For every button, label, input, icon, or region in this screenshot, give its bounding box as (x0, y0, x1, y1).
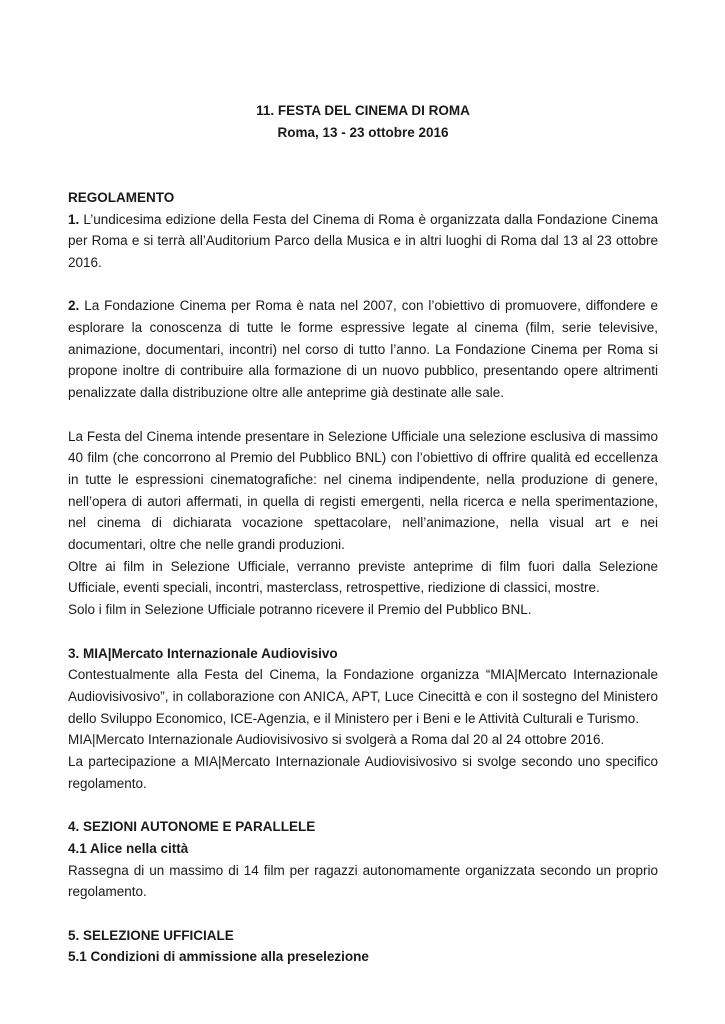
regolamento-paragraph-4: Oltre ai film in Selezione Ufficiale, verranno previste anteprime di film fuori dalla Selezione Ufficiale, eventi speciali, incontri, masterclass, retrospettive, riedizione di classici, mostre. (68, 558, 658, 596)
document-subtitle: Roma, 13 - 23 ottobre 2016 (277, 124, 449, 140)
regolamento-paragraph-1 (68, 209, 658, 274)
section-mia (68, 643, 658, 795)
section-selezione-ufficiale (68, 925, 658, 968)
section-regolamento (68, 187, 658, 621)
paragraph-text: La Fondazione Cinema per Roma è nata nel 2007, con l’obiettivo di promuovere, diffondere e esplorare la conoscenza di tutte le forme espressive legate al cinema (film, serie televisive, animazione, documentari, incontri) nel corso di tutto l’anno. La Fondazione Cinema per Roma si propone inoltre di contribuire alla formazione di un nuovo pubblico, presentando opere altrimenti penalizzate dalla distribuzione oltre alle anteprime già destinate alle sale. (68, 298, 658, 401)
spacer (68, 794, 658, 816)
mia-paragraph-1: Contestualmente alla Festa del Cinema, la Fondazione organizza “MIA|Mercato Internazionale Audiovisivosivo”, in collaborazione con ANICA, APT, Luce Cinecittà e con il sostegno del Ministero dello Sviluppo Economico, ICE-Agenzia, e il Ministero per i Beni e le Attività Culturali e Turismo. (68, 667, 658, 726)
paragraph-number: 2. (68, 298, 80, 314)
document-header (68, 100, 658, 143)
mia-paragraph-3: La partecipazione a MIA|Mercato Internazionale Audiovisivosivo si svolge secondo uno specifico regolamento. (68, 754, 658, 791)
alice-paragraph: Rassegna di un massimo di 14 film per ragazzi autonomamente organizzata secondo un proprio regolamento. (68, 862, 658, 900)
subheading-alice-nella-citta: 4.1 Alice nella città (68, 840, 189, 856)
mia-paragraph-2: MIA|Mercato Internazionale Audiovisivosivo si svolgerà a Roma dal 20 al 24 ottobre 2016. (68, 732, 605, 748)
spacer (68, 621, 658, 643)
paragraph-number: 1. (68, 211, 80, 227)
spacer (68, 143, 658, 186)
subheading-condizioni-ammissione: 5.1 Condizioni di ammissione alla preselezione (68, 949, 369, 965)
heading-sezioni-autonome: 4. SEZIONI AUTONOME E PARALLELE (68, 819, 316, 835)
heading-selezione-ufficiale: 5. SELEZIONE UFFICIALE (68, 927, 234, 943)
regolamento-paragraph-2 (68, 295, 658, 404)
regolamento-paragraph-5: Solo i film in Selezione Ufficiale potranno ricevere il Premio del Pubblico BNL. (68, 602, 532, 618)
paragraph-text: L’undicesima edizione della Festa del Cinema di Roma è organizzata dalla Fondazione Cinema per Roma e si terrà all’Auditorium Parco della Musica e in altri luoghi di Roma dal 13 al 23 ottobre 2016. (68, 211, 658, 270)
spacer (68, 404, 658, 426)
regolamento-paragraph-3: La Festa del Cinema intende presentare in Selezione Ufficiale una selezione esclusiva di massimo 40 film (che concorrono al Premio del Pubblico BNL) con l’obiettivo di offrire qualità ed eccellenza in tutte le espressioni cinematografiche: nel cinema indipendente, nella produzione di genere, nell’opera di autori affermati, in quella di registi emergenti, nella ricerca e nella sperimentazione, nel cinema di dichiarata vocazione spettacolare, nell’animazione, nella visual art e nei documentari, oltre che nelle grandi produzioni. (68, 428, 658, 553)
heading-mia: 3. MIA|Mercato Internazionale Audiovisivo (68, 645, 338, 661)
spacer (68, 903, 658, 925)
section-sezioni-autonome (68, 816, 658, 903)
document-title: 11. FESTA DEL CINEMA DI ROMA (256, 103, 470, 118)
heading-regolamento: REGOLAMENTO (68, 189, 175, 205)
spacer (68, 274, 658, 296)
